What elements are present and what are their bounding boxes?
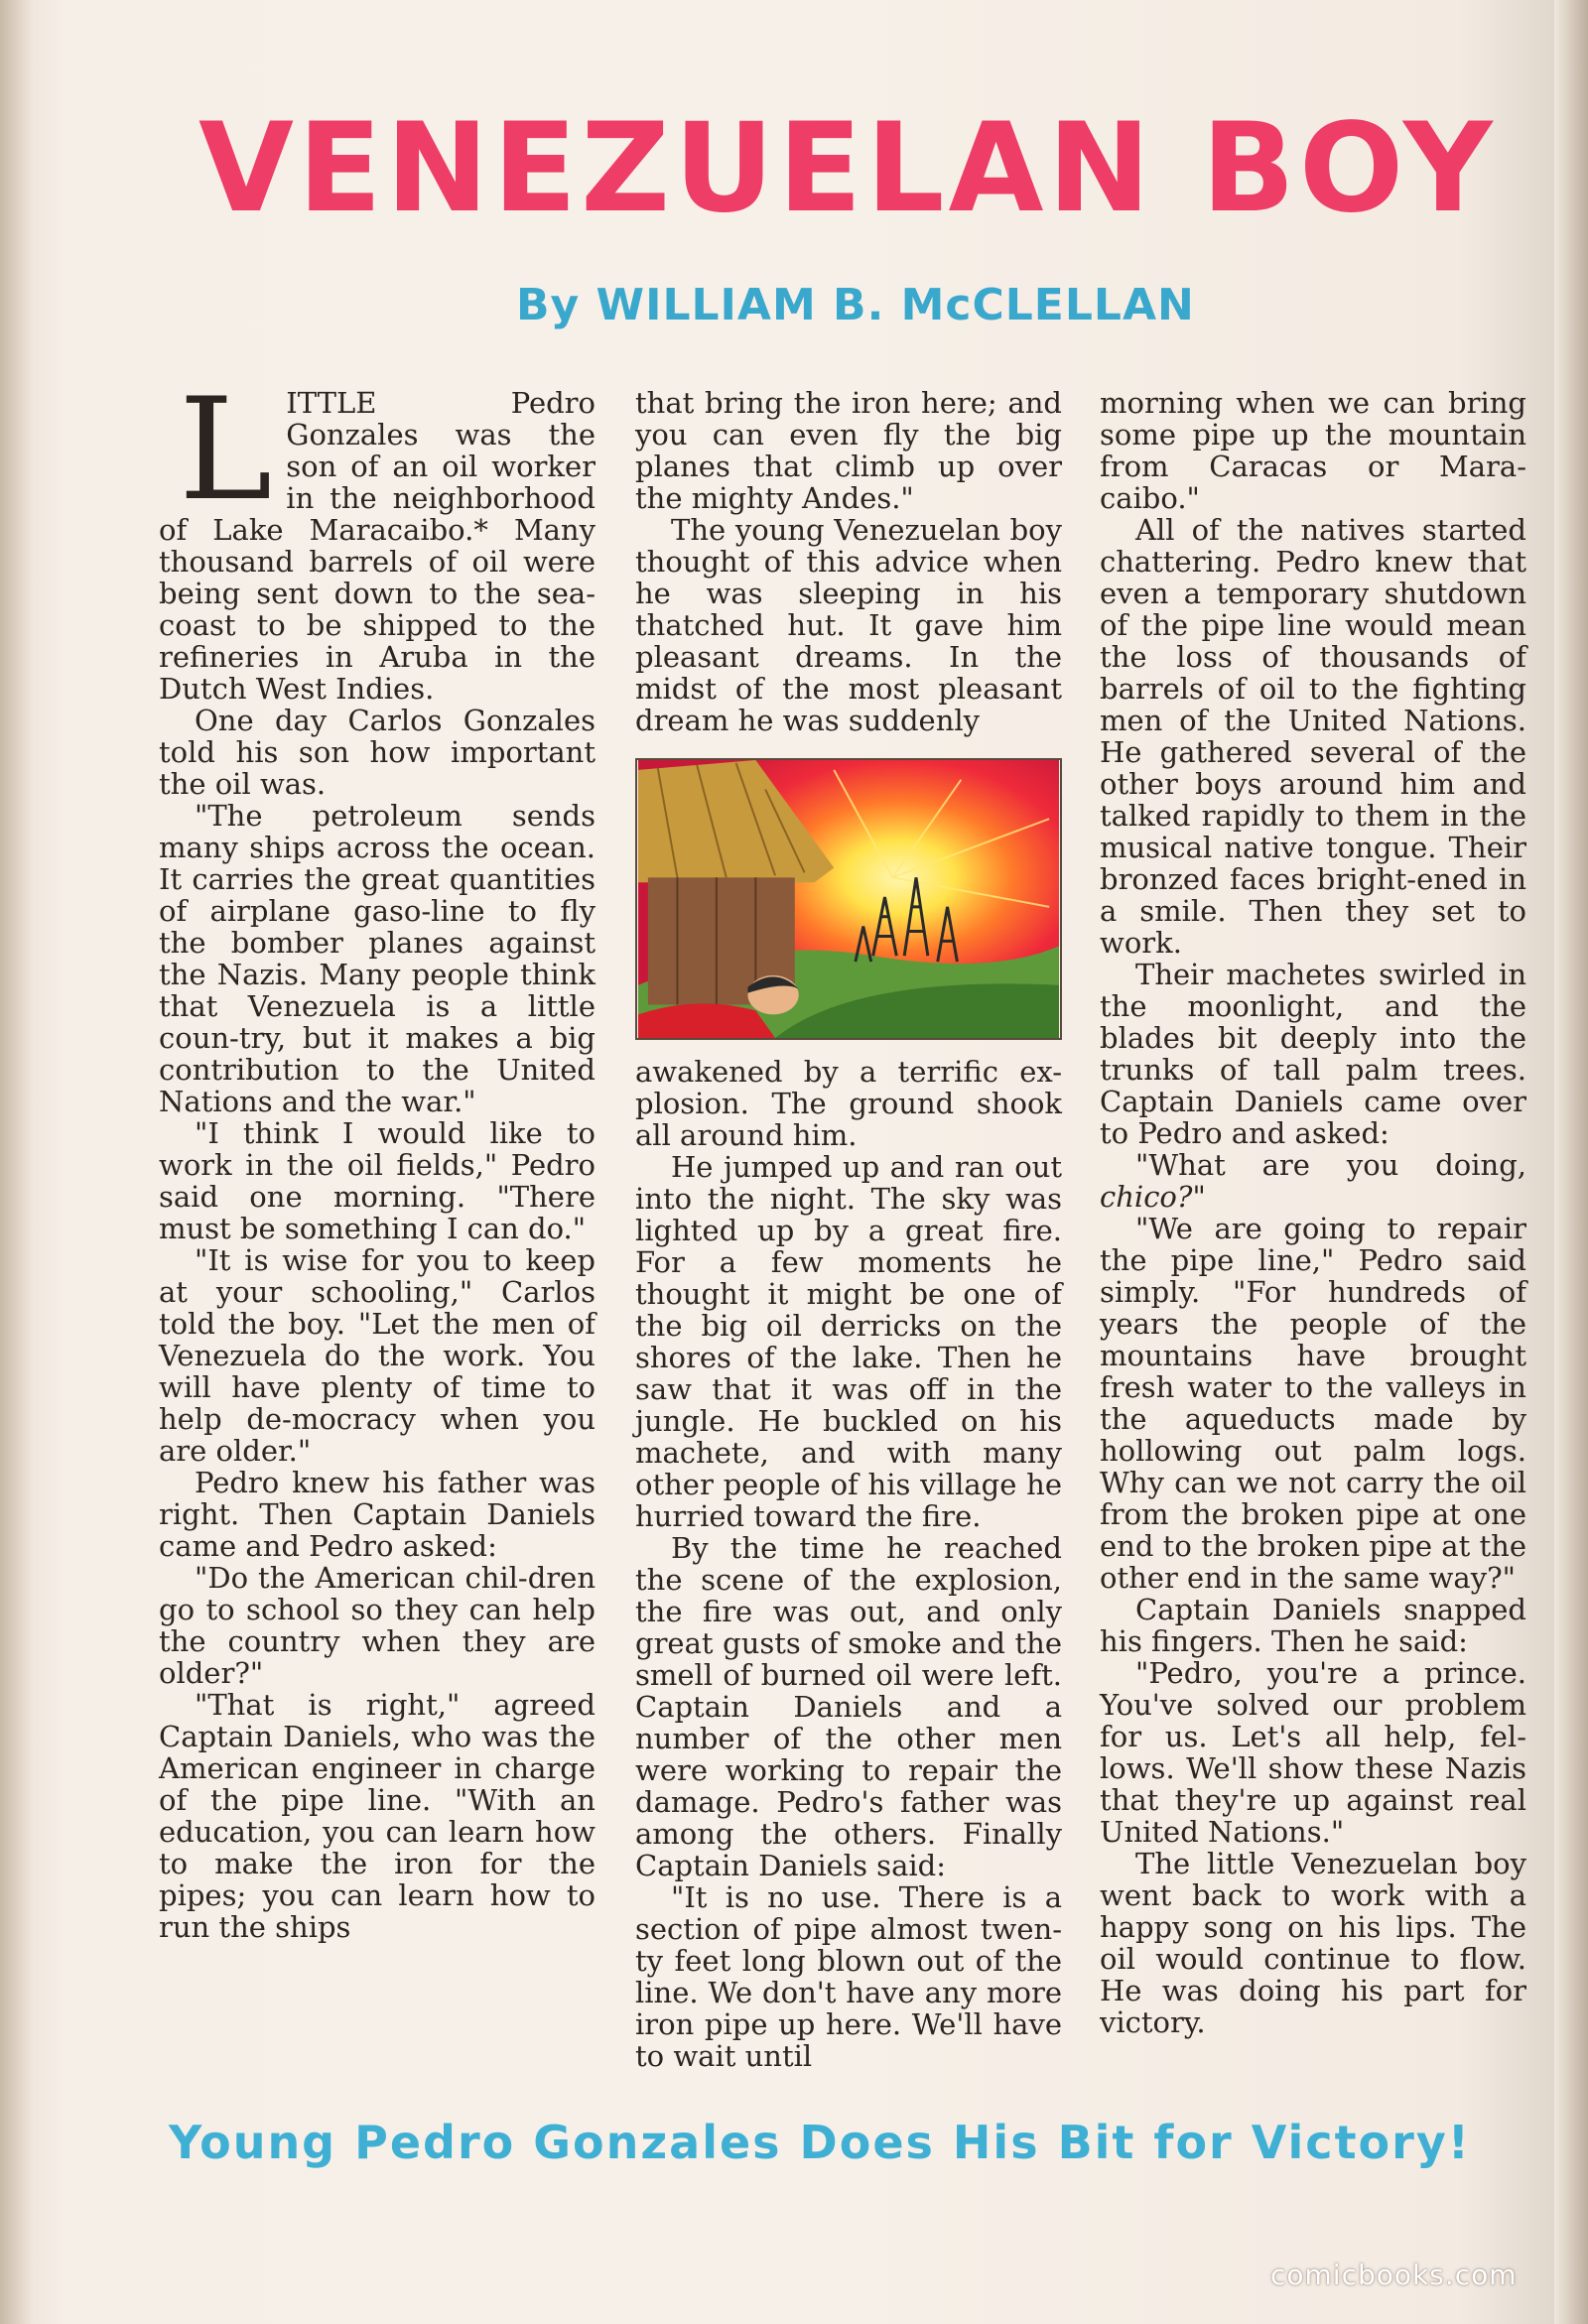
paragraph: that bring the iron here; and you can even fly the big planes that climb up over the mighty Andes." — [635, 386, 1062, 515]
paragraph: "I think I would like to work in the oil fields," Pedro said one morning. "There must be something I can do." — [159, 1116, 596, 1245]
paragraph: The young Venezuelan boy thought of this advice when he was sleeping in his thatched hut. It gave him pleasant dreams. In the midst of the most pleasant dream he was suddenly — [635, 513, 1062, 737]
paragraph: "It is no use. There is a section of pipe almost twen-ty feet long blown out of the line. We don't have any more iron pipe up here. We'll have to wait until — [635, 1880, 1062, 2073]
page-spine-left — [0, 0, 36, 2324]
text-column-3 — [1100, 387, 1526, 2038]
paragraph: One day Carlos Gonzales told his son how important the oil was. — [159, 704, 596, 801]
paragraph: He jumped up and ran out into the night. The sky was lighted up by a great fire. For a few moments he thought it might be one of the big oil derricks on the shores of the lake. Then he saw that it was off in the jungle. He buckled on his machete, and with many other people of his village he hurried toward the fire. — [635, 1150, 1062, 1533]
text-column-1 — [159, 368, 596, 1944]
story-title: VENEZUELAN BOY — [198, 97, 1497, 240]
paragraph — [1100, 1149, 1526, 1213]
paragraph: "That is right," agreed Captain Daniels, who was the American engineer in charge of the pipe line. "With an education, you can learn how to make the iron for the pipes; you can learn how to run the ships — [159, 1688, 596, 1944]
paragraph: All of the natives started chattering. Pedro knew that even a temporary shutdown of the pipe line would mean the loss of thousands of barrels of oil to the fighting men of the United Nations. He gathered several of the other boys around him and talked rapidly to them in the musical native tongue. Their bronzed faces bright-ened in a smile. Then they set to work. — [1100, 513, 1526, 960]
paragraph: Pedro knew his father was right. Then Captain Daniels came and Pedro asked: — [159, 1466, 596, 1563]
paragraph: awakened by a terrific ex-plosion. The ground shook all around him. — [635, 1055, 1062, 1152]
paragraph: The little Venezuelan boy went back to work with a happy song on his lips. The oil would continue to flow. He was doing his part for victory. — [1100, 1847, 1526, 2039]
paragraph: "Pedro, you're a prince. You've solved our problem for us. Let's all help, fel-lows. We'll show these Nazis that they're up against real United Nations." — [1100, 1656, 1526, 1849]
paragraph: "We are going to repair the pipe line," Pedro said simply. "For hundreds of years the people of the mountains have brought fresh water to the valleys in the aqueducts made by hollowing out palm logs. Why can we not carry the oil from the broken pipe at one end to the broken pipe at the other end in the same way?" — [1100, 1212, 1526, 1595]
paragraph — [159, 368, 596, 706]
paragraph: "It is wise for you to keep at your schooling," Carlos told the boy. "Let the men of Venezuela do the work. You will have plenty of time to help de-mocracy when you are older." — [159, 1243, 596, 1468]
paragraph: Their machetes swirled in the moonlight, and the blades bit deeply into the trunks of tall palm trees. Captain Daniels came over to Pedro and asked: — [1100, 958, 1526, 1150]
paragraph: Captain Daniels snapped his fingers. Then he said: — [1100, 1593, 1526, 1658]
paragraph: morning when we can bring some pipe up the mountain from Caracas or Mara-caibo." — [1100, 386, 1526, 515]
paragraph: "Do the American chil-dren go to school so they can help the country when they are older?" — [159, 1561, 596, 1690]
drop-cap: L — [179, 368, 273, 532]
page-spine-right — [1554, 0, 1588, 2324]
italic-word: chico? — [1100, 1180, 1193, 1214]
story-byline: By WILLIAM B. McCLELLAN — [516, 280, 1195, 330]
paragraph: By the time he reached the scene of the explosion, the fire was out, and only great gusts of smoke and the smell of burned oil were left. Captain Daniels and a number of the other men were working to repair the damage. Pedro's father was among the others. Finally Captain Daniels said: — [635, 1531, 1062, 1882]
text-column-2 — [635, 387, 1062, 2072]
paragraph-text: " — [1192, 1180, 1206, 1214]
paragraph-text: ITTLE Pedro Gonzales was the son of an oil worker in the neighborhood of Lake Maracaibo.* Many thousand barrels of oil were being sent down to the sea-coast to be shipped to the refineries in Aruba in the Dutch West Indies. — [159, 386, 596, 706]
paragraph: "The petroleum sends many ships across the ocean. It carries the great quantities of airplane gaso-line to fly the bomber planes against the Nazis. Many people think that Venezuela is a little coun-try, but it makes a big contribution to the United Nations and the war." — [159, 799, 596, 1118]
watermark-logo: comicbooks.com — [1270, 2259, 1518, 2291]
paragraph-text: "What are you doing, — [1135, 1148, 1526, 1182]
story-footer-tagline: Young Pedro Gonzales Does His Bit for Victory! — [169, 2116, 1471, 2169]
explosion-scene-illustration — [635, 758, 1062, 1040]
